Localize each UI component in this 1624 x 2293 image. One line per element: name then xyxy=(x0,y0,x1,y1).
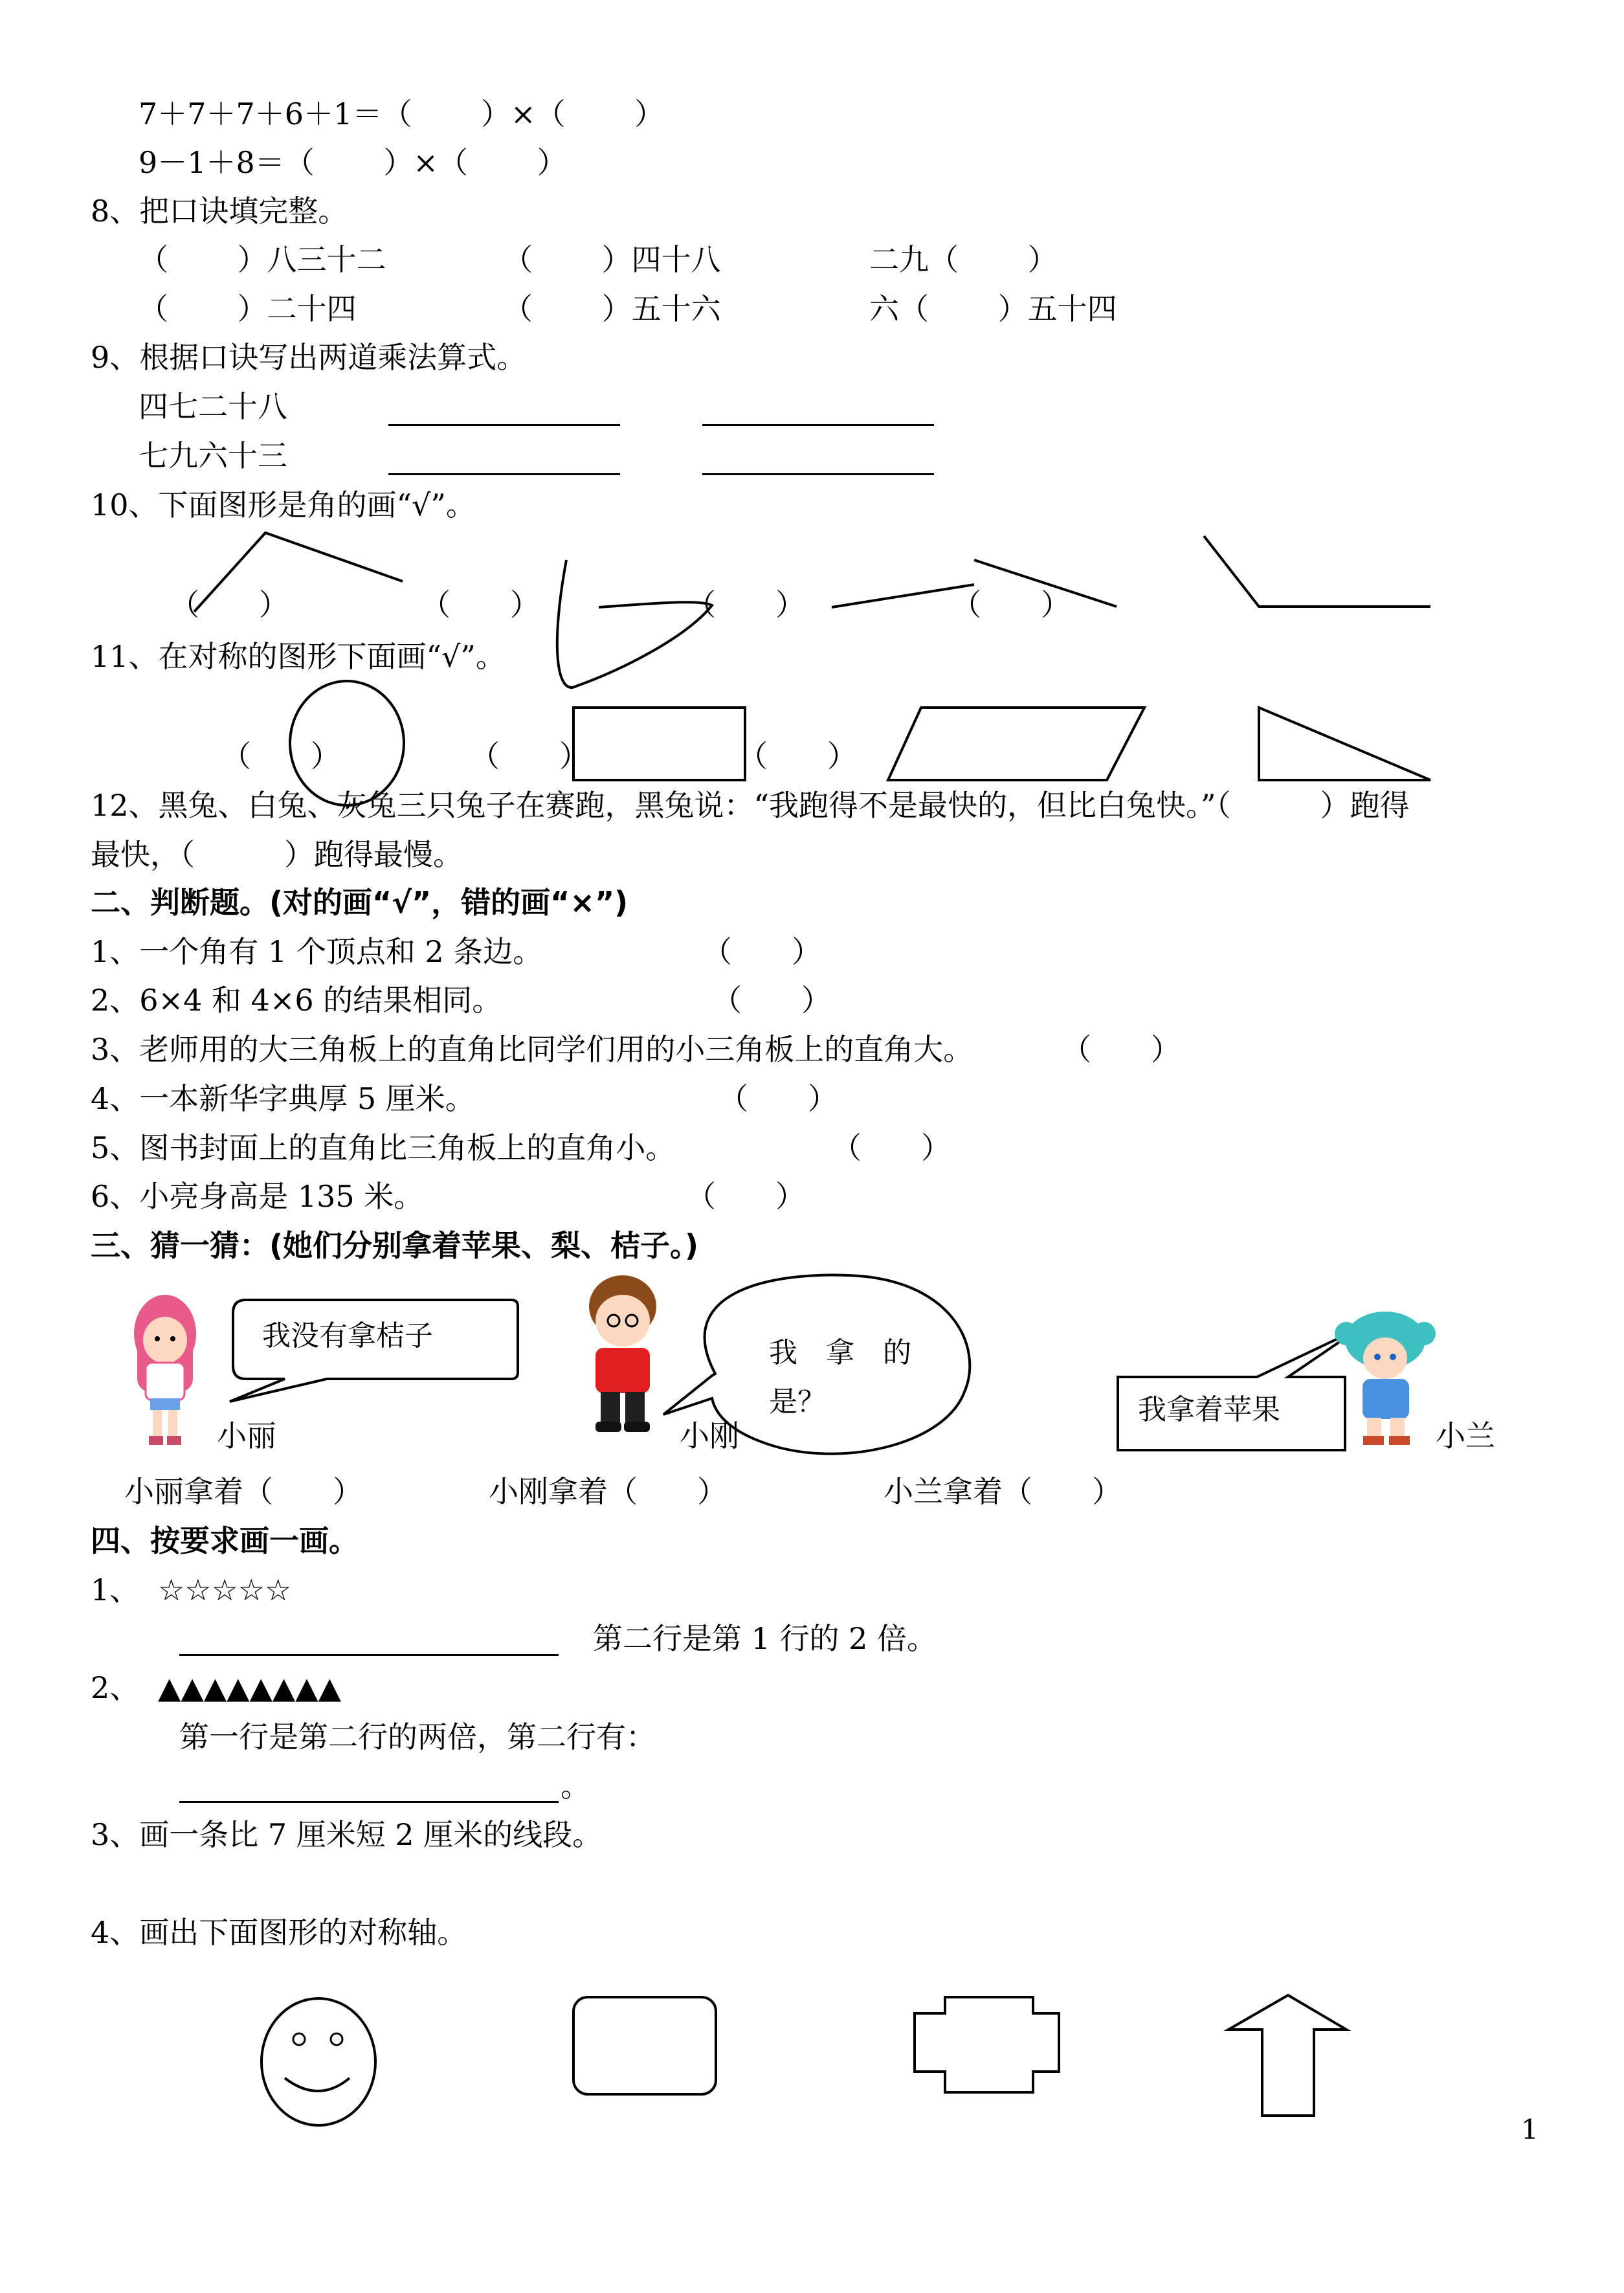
part2-answer-2[interactable]: （ ） xyxy=(712,983,831,1018)
part4-title: 四、按要求画一画。 xyxy=(91,1523,359,1558)
segment-figure-3b xyxy=(974,560,1117,607)
speech-bubble-3 xyxy=(1118,1328,1359,1450)
q8-r2c3: 六（ ）五十四 xyxy=(869,291,1117,326)
q7-line1: 7＋7＋7＋6＋1＝（ ）×（ ） xyxy=(139,96,665,131)
part4-item2-blank[interactable] xyxy=(179,1801,559,1803)
triangles-row: ▲▲▲▲▲▲▲▲ xyxy=(158,1670,342,1705)
part2-item-6: 6、小亮身高是 135 米。 xyxy=(91,1179,424,1214)
part4-item2-end: 。 xyxy=(561,1769,590,1804)
answer-xiaoli[interactable]: 小丽拿着（ ） xyxy=(124,1474,362,1509)
q12-line2: 最快，（ ）跑得最慢。 xyxy=(91,837,463,872)
q8-r1c2: （ ）四十八 xyxy=(503,242,721,277)
rectangle-shape xyxy=(573,708,745,780)
q10-title: 10、下面图形是角的画“√”。 xyxy=(91,487,476,522)
part2-answer-5[interactable]: （ ） xyxy=(832,1130,951,1165)
q9-r1: 四七二十八 xyxy=(139,389,287,424)
q11-answer-2[interactable]: （ ） xyxy=(470,739,589,774)
q8-title: 8、把口诀填完整。 xyxy=(91,194,348,229)
part4-item1-num: 1、 xyxy=(91,1572,140,1607)
part2-answer-1[interactable]: （ ） xyxy=(702,934,821,969)
cross-shape xyxy=(915,1997,1059,2092)
part4-item4: 4、画出下面图形的对称轴。 xyxy=(91,1915,467,1950)
curved-figure-2 xyxy=(557,560,712,688)
bubble1-text: 我没有拿桔子 xyxy=(262,1319,433,1352)
girl-xiaoli-figure xyxy=(134,1295,196,1445)
bubble2-text-line1: 我 拿 的 xyxy=(769,1336,911,1369)
q10-answer-2[interactable]: （ ） xyxy=(421,587,540,622)
q10-answer-4[interactable]: （ ） xyxy=(951,587,1071,622)
angle-figure-4 xyxy=(1204,536,1430,607)
part4-item1-blank[interactable] xyxy=(179,1654,559,1656)
q11-answer-3[interactable]: （ ） xyxy=(738,739,857,774)
parallelogram-shape xyxy=(888,708,1144,780)
part2-item-2: 2、6×4 和 4×6 的结果相同。 xyxy=(91,983,502,1018)
part4-item1-text: 第二行是第 1 行的 2 倍。 xyxy=(593,1621,937,1656)
part2-title: 二、判断题。(对的画“√”，错的画“×”) xyxy=(91,885,628,920)
part2-answer-3[interactable]: （ ） xyxy=(1062,1032,1181,1067)
part2-item-5: 5、图书封面上的直角比三角板上的直角小。 xyxy=(91,1130,676,1165)
part2-item-4: 4、一本新华字典厚 5 厘米。 xyxy=(91,1081,475,1116)
q12-line1: 12、黑兔、白兔、灰兔三只兔子在赛跑，黑兔说：“我跑得不是最快的，但比白兔快。”（ ）跑得 xyxy=(91,788,1410,823)
part3-title: 三、猜一猜：(她们分别拿着苹果、梨、桔子。) xyxy=(91,1228,699,1263)
q10-answer-1[interactable]: （ ） xyxy=(170,587,289,622)
smiley-face-shape xyxy=(261,1998,375,2125)
q11-answer-1[interactable]: （ ） xyxy=(221,739,340,774)
part2-item-1: 1、一个角有 1 个顶点和 2 条边。 xyxy=(91,934,543,969)
q8-r2c1: （ ）二十四 xyxy=(139,291,357,326)
angle-figure-1 xyxy=(194,533,403,612)
part4-item3: 3、画一条比 7 厘米短 2 厘米的线段。 xyxy=(91,1817,603,1852)
part4-item2-num: 2、 xyxy=(91,1670,140,1705)
answer-xiaolan[interactable]: 小兰拿着（ ） xyxy=(884,1474,1122,1509)
answer-xiaogang[interactable]: 小刚拿着（ ） xyxy=(489,1474,727,1509)
triangle-shape xyxy=(1259,708,1430,780)
q8-r2c2: （ ）五十六 xyxy=(503,291,721,326)
q11-title: 11、在对称的图形下面画“√”。 xyxy=(91,639,506,674)
girl-xiaolan-figure xyxy=(1335,1312,1436,1445)
boy-xiaogang-figure xyxy=(589,1275,656,1432)
q9-title: 9、根据口诀写出两道乘法算式。 xyxy=(91,340,527,375)
q10-answer-3[interactable]: （ ） xyxy=(686,587,805,622)
page-number: 1 xyxy=(1521,2114,1539,2145)
name-xiaogang: 小刚 xyxy=(680,1418,739,1453)
q8-r1c1: （ ）八三十二 xyxy=(139,242,386,277)
bubble3-text: 我拿着苹果 xyxy=(1138,1393,1280,1426)
rounded-rectangle-shape xyxy=(573,1997,716,2094)
part2-answer-4[interactable]: （ ） xyxy=(718,1081,838,1116)
part2-answer-6[interactable]: （ ） xyxy=(686,1179,805,1214)
q8-r1c3: 二九（ ） xyxy=(869,242,1058,277)
part4-item2-text: 第一行是第二行的两倍，第二行有： xyxy=(179,1719,656,1754)
q9-r2: 七九六十三 xyxy=(139,438,287,473)
part2-item-3: 3、老师用的大三角板上的直角比同学们用的小三角板上的直角大。 xyxy=(91,1032,973,1067)
name-xiaoli: 小丽 xyxy=(217,1418,276,1453)
segment-figure-3a xyxy=(832,585,974,607)
stars-row: ☆☆☆☆☆ xyxy=(158,1572,292,1607)
arrow-shape xyxy=(1229,1995,1346,2116)
bubble2-text-line2: 是？ xyxy=(769,1385,826,1418)
q7-line2: 9－1＋8＝（ ）×（ ） xyxy=(139,145,567,180)
name-xiaolan: 小兰 xyxy=(1436,1418,1495,1453)
